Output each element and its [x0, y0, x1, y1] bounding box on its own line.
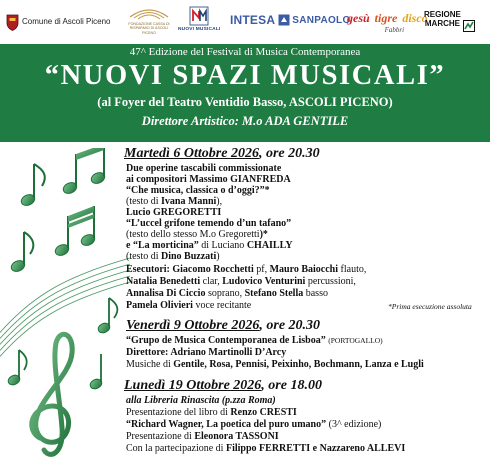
event-1-heading — [124, 146, 320, 162]
event-1-line-10: Esecutori: Giacomo Rocchetti pf, Mauro Baiocchi flauto, — [126, 264, 367, 275]
event-1-line-13: Pamela Olivieri voce recitante — [126, 300, 252, 311]
event-2-date: Venerdì 9 Ottobre 2026 — [126, 318, 260, 333]
nuovi-musicali-name: NUOVI MUSICALI — [178, 27, 221, 32]
event-3-line-2: Presentazione del libro di Renzo CRESTI — [126, 407, 297, 418]
event-1-date: Martedì 6 Ottobre 2026 — [124, 146, 259, 161]
event-1-line-8: e “La morticina” di Luciano CHAILLY — [126, 240, 293, 251]
event-2-line-2: Direttore: Adriano Martinolli D’Arcy — [126, 347, 287, 358]
sanpaolo-word: SANPAOLO — [292, 14, 351, 26]
event-3-date: Lunedì 19 Ottobre 2026 — [124, 378, 262, 393]
director-line: Direttore Artistico: M.o ADA GENTILE — [141, 114, 349, 128]
event-1-line-11: Natalia Benedetti clar, Ludovico Venturini percussioni, — [126, 276, 356, 287]
event-3-heading — [124, 378, 322, 394]
fabbri-signature: Fabbri — [384, 26, 405, 34]
event-1-line-5: Lucio GREGORETTI — [126, 207, 222, 218]
event-1-line-9: (testo di Dino Buzzati) — [126, 251, 220, 262]
venue-line: (al Foyer del Teatro Ventidio Basso, ASCOLI PICENO) — [97, 95, 393, 109]
regione-word: REGIONE — [424, 10, 461, 19]
event-1-line-7: (testo dello stesso M.o Gregoretti)* — [126, 229, 268, 240]
festival-title: “NUOVI SPAZI MUSICALI” — [44, 60, 446, 91]
event-1-line-4: (testo di Ivana Manni), — [126, 196, 223, 207]
event-3-line-4: Presentazione di Eleonora TASSONI — [126, 431, 279, 442]
comune-name: Comune di Ascoli Piceno — [22, 17, 111, 26]
event-3-time: , ore 18.00 — [261, 378, 322, 393]
event-3-line-1: alla Libreria Rinascita (p.zza Roma) — [126, 395, 276, 406]
event-1-line-3: “Che musica, classica o d’oggi?”* — [126, 185, 270, 196]
fondazione-name: FONDAZIONE CASSA DI RISPARMIO DI ASCOLI PICENO — [128, 22, 170, 35]
edition-line: 47^ Edizione del Festival di Musica Contemporanea — [129, 46, 361, 58]
intesa-word: INTESA — [230, 13, 276, 27]
fabbri-word-2: tigre — [374, 11, 398, 25]
event-2-heading — [126, 318, 320, 334]
event-3-line-3: “Richard Wagner, La poetica del puro umano” (3^ edizione) — [126, 419, 382, 430]
event-2-line-3: Musiche di Gentile, Rosa, Pennisi, Peixinho, Bochmann, Lanza e Lugli — [126, 359, 424, 370]
event-3-line-5: Con la partecipazione di Filippo FERRETTI e Nazzareno ALLEVI — [126, 443, 406, 454]
event-2-line-1: “Grupo de Musica Contemporanea de Lisboa” (PORTOGALLO) — [126, 335, 383, 346]
event-2-time: , ore 20.30 — [259, 318, 321, 333]
event-1-note: *Prima esecuzione assoluta — [388, 302, 472, 311]
event-1-line-1: Due operine tascabili commissionate — [126, 163, 282, 174]
event-1-line-6: “L’uccel grifone temendo d’un tafano” — [126, 218, 292, 229]
marche-word: MARCHE — [424, 18, 460, 28]
event-1-line-2: ai compositori Massimo GIANFREDA — [126, 174, 291, 185]
fabbri-word-3: disco — [402, 11, 428, 25]
event-1-line-12: Annalisa Di Ciccio soprano, Stefano Stella basso — [126, 288, 328, 299]
event-1-time: , ore 20.30 — [258, 146, 320, 161]
fabbri-word-1: gesù — [347, 11, 370, 25]
